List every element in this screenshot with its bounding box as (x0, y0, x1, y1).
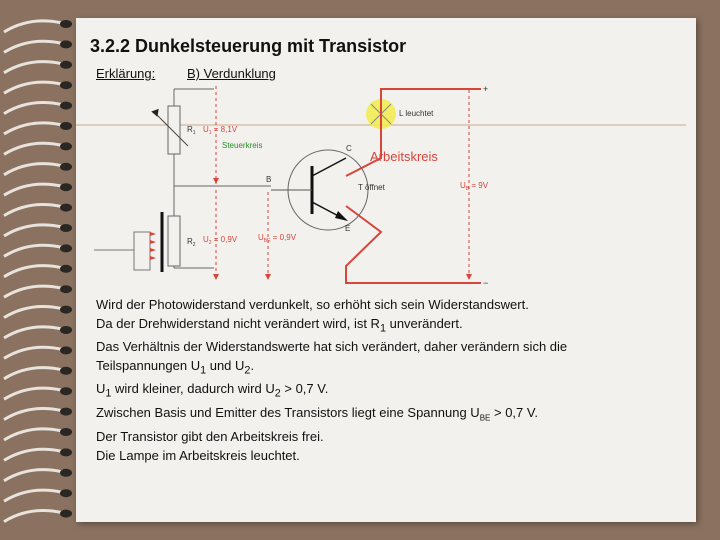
transistor-icon (271, 150, 368, 230)
binding-ring (4, 21, 62, 32)
binding-hole (60, 448, 72, 456)
slide (76, 18, 696, 522)
binding-hole (60, 224, 72, 232)
binding-ring (4, 123, 62, 134)
binding-ring (4, 408, 62, 419)
u1-label: $U_1 = 8,1V$ (203, 125, 238, 136)
binding-ring (4, 449, 62, 460)
binding-hole (60, 346, 72, 354)
binding-ring (4, 62, 62, 73)
base-label: B (266, 175, 272, 184)
binding-hole (60, 244, 72, 252)
circuit-diagram (76, 18, 696, 298)
binding-hole (60, 102, 72, 110)
text-line: Das Verhältnis der Widerstandswerte hat sich verändert, daher verändern sich die (96, 339, 568, 355)
binding-hole (60, 142, 72, 150)
binding-ring (4, 306, 62, 317)
text-line: Der Transistor gibt den Arbeitskreis frei. (96, 429, 324, 445)
u2-label: $U_2 = 0,9V$ (203, 235, 238, 246)
explanation-text (96, 296, 656, 466)
transistor-label: T öffnet (358, 183, 385, 192)
binding-ring (4, 470, 62, 481)
steuerkreis-label: Steuerkreis (222, 141, 263, 150)
voltage-arrow-heads (213, 178, 472, 280)
binding-hole (60, 489, 72, 497)
binding-ring (4, 245, 62, 256)
binding-hole (60, 408, 72, 416)
text-line: Wird der Photowiderstand verdunkelt, so erhöht sich sein Widerstandswert. (96, 297, 529, 312)
ub-label: $U_B = 9V$ (460, 181, 489, 192)
binding-hole (60, 428, 72, 436)
explanation-label: Erklärung: (96, 66, 156, 81)
binding-ring (4, 388, 62, 399)
binding-hole (60, 204, 72, 212)
binding-hole (60, 285, 72, 293)
binding-ring (4, 490, 62, 501)
binding-hole (60, 326, 72, 334)
binding-ring (4, 510, 62, 521)
arbeitskreis-label: Arbeitskreis (370, 149, 438, 164)
text-line: Teilspannungen $U_1$ und $U_2$. (96, 357, 255, 377)
minus-terminal: − (483, 278, 489, 288)
emitter-label: E (345, 224, 351, 233)
binding-hole (60, 510, 72, 518)
text-line: Da der Drehwiderstand nicht verändert wird, ist $R_1$ unverändert. (96, 315, 463, 335)
binding-hole (60, 163, 72, 171)
binding-ring (4, 286, 62, 297)
binding-ring (4, 204, 62, 215)
section-label: B) Verdunklung (187, 66, 276, 81)
binding-hole (60, 306, 72, 314)
text-line: $U_1$ wird kleiner, dadurch wird $U_2 > 0,7$ V. (96, 381, 329, 400)
binding-hole (60, 81, 72, 89)
binding-ring (4, 82, 62, 93)
binding-ring (4, 184, 62, 195)
emitter-arrow-icon (335, 211, 348, 221)
binding-hole (60, 367, 72, 375)
binding-rings (0, 0, 80, 540)
binding-ring (4, 164, 62, 175)
ube-label: $U_{BE} = 0,9V$ (258, 233, 297, 244)
binding-hole (60, 387, 72, 395)
lamp-label: L leuchtet (399, 109, 434, 118)
light-rays-icon (150, 232, 156, 260)
text-line: Die Lampe im Arbeitskreis leuchtet. (96, 447, 300, 463)
binding-hole (60, 265, 72, 273)
r1-label: $R_1$ (187, 125, 196, 136)
potentiometer-arrow-icon (151, 109, 161, 118)
photoresistor-r2 (94, 212, 180, 272)
collector-label: C (346, 144, 352, 153)
binding-ring (4, 327, 62, 338)
binding-ring (4, 41, 62, 52)
slide-title: 3.2.2 Dunkelsteuerung mit Transistor (90, 36, 407, 56)
binding-ring (4, 368, 62, 379)
binding-ring (4, 143, 62, 154)
binding-ring (4, 347, 62, 358)
plus-terminal: + (483, 84, 489, 94)
binding-hole (60, 61, 72, 69)
binding-ring (4, 429, 62, 440)
binding-hole (60, 183, 72, 191)
potentiometer-r1 (151, 106, 188, 154)
binding-hole (60, 20, 72, 28)
text-line: Zwischen Basis und Emitter des Transistors liegt eine Spannung $U_{BE} > 0,7$ V. (96, 404, 538, 423)
binding-ring (4, 225, 62, 236)
binding-hole (60, 40, 72, 48)
r2-label: $R_2$ (187, 237, 196, 248)
binding-ring (4, 102, 62, 113)
binding-ring (4, 266, 62, 277)
binding-hole (60, 122, 72, 130)
binding-hole (60, 469, 72, 477)
